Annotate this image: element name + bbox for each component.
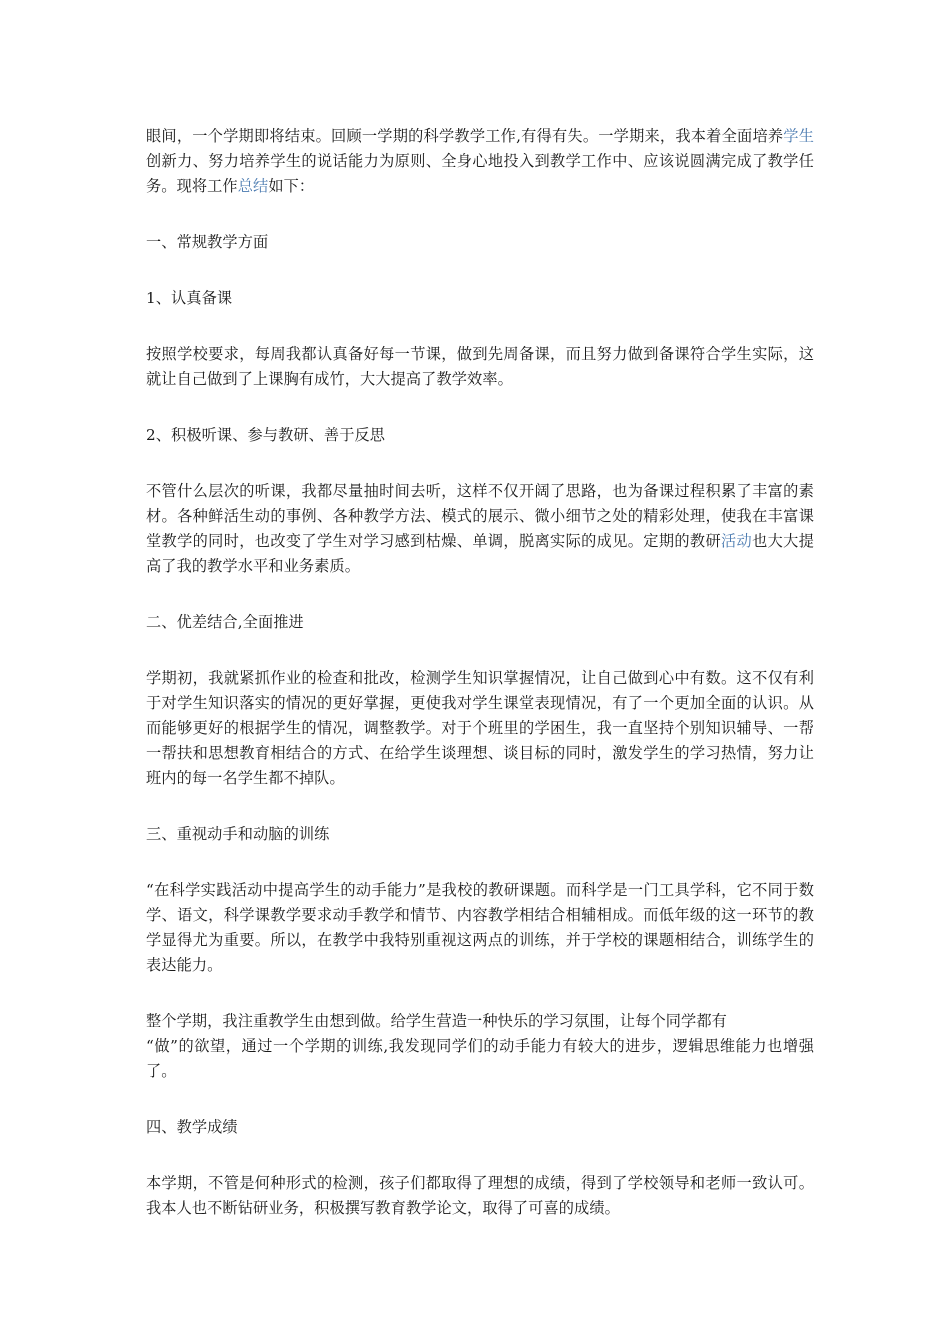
section4-heading: 四、教学成绩 — [146, 1118, 238, 1136]
intro-paragraph — [146, 124, 814, 199]
link-summary[interactable]: 总结 — [237, 177, 269, 195]
section4-body: 本学期，不管是何种形式的检测，孩子们都取得了理想的成绩，得到了学校领导和老师一致认可。我本人也不断钻研业务，积极撰写教育教学论文，取得了可喜的成绩。 — [146, 1174, 814, 1217]
section2-body: 学期初，我就紧抓作业的检查和批改，检测学生知识掌握情况，让自己做到心中有数。这不仅有利于对学生知识落实的情况的更好掌握，更使我对学生课堂表现情况，有了一个更加全面的认识。从而能够更好的根据学生的情况，调整教学。对于个班里的学困生，我一直坚持个别知识辅导、一帮一帮扶和思想教育相结合的方式、在给学生谈理想、谈目标的同时，激发学生的学习热情，努力让班内的每一名学生都不掉队。 — [146, 669, 814, 787]
link-student[interactable]: 学生 — [783, 127, 815, 145]
sub2-body-text-1: 不管什么层次的听课，我都尽量抽时间去听，这样不仅开阔了思路，也为备课过程积累了丰富的素材。各种鲜活生动的事例、各种教学方法、模式的展示、微小细节之处的精彩处理，使我在丰富课堂教学的同时，也改变了学生对学习感到枯燥、单调，脱离实际的成见。定期的教研 — [146, 482, 814, 550]
section1-sub2-heading: 2、积极听课、参与教研、善于反思 — [146, 426, 386, 444]
intro-text-3: 如下： — [268, 177, 315, 195]
section1-sub1-heading: 1、认真备课 — [146, 289, 233, 307]
link-activity[interactable]: 活动 — [721, 532, 753, 550]
section1-sub1-body: 按照学校要求，每周我都认真备好每一节课，做到先周备课，而且努力做到备课符合学生实际，这就让自己做到了上课胸有成竹，大大提高了教学效率。 — [146, 345, 814, 388]
section3-body-1: “在科学实践活动中提高学生的动手能力”是我校的教研课题。而科学是一门工具学科，它不同于数学、语文，科学课教学要求动手教学和情节、内容教学相结合相辅相成。而低年级的这一环节的教学显得尤为重要。所以，在教学中我特别重视这两点的训练，并于学校的课题相结合，训练学生的表达能力。 — [146, 881, 814, 974]
section2-heading: 二、优差结合,全面推进 — [146, 613, 304, 631]
document-page — [146, 124, 814, 1221]
section3-body-2-line1: 整个学期，我注重教学生由想到做。给学生营造一种快乐的学习氛围，让每个同学都有 — [146, 1012, 727, 1030]
intro-text-2: 创新力、努力培养学生的说话能力为原则、全身心地投入到教学工作中、应该说圆满完成了教学任务。现将工作 — [146, 152, 814, 195]
intro-text-1: 眼间，一个学期即将结束。回顾一学期的科学教学工作,有得有失。一学期来，我本着全面培养 — [146, 127, 784, 145]
sub2-body-text-2: 也大大提高了我的教学水平和业务素质。 — [146, 532, 815, 575]
section1-heading: 一、常规教学方面 — [146, 233, 269, 251]
section1-sub2-body — [146, 479, 814, 579]
section3-body-2 — [146, 1009, 814, 1084]
section3-body-2-rest: “做”的欲望，通过一个学期的训练,我发现同学们的动手能力有较大的进步，逻辑思维能力也增强了。 — [146, 1037, 814, 1080]
section3-heading: 三、重视动手和动脑的训练 — [146, 825, 330, 843]
